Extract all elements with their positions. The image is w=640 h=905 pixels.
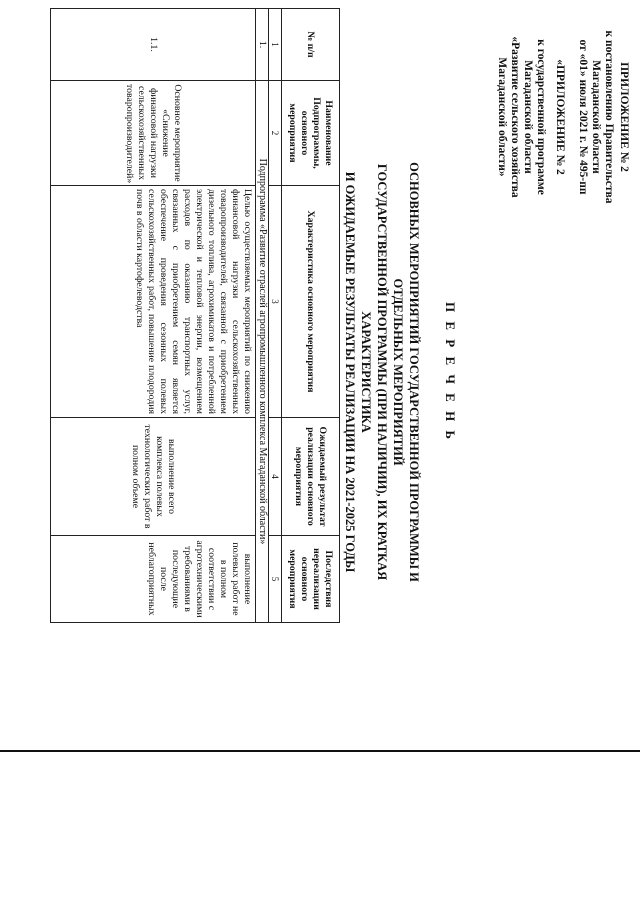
section-row <box>256 9 269 623</box>
title-line: ГОСУДАРСТВЕННОЙ ПРОГРАММЫ (ПРИ НАЛИЧИИ), ИХ КРАТКАЯ ХАРАКТЕРИСТИКА <box>359 163 389 581</box>
column-number: 1 <box>269 9 282 81</box>
column-number: 2 <box>269 81 282 186</box>
column-number: 4 <box>269 418 282 536</box>
rotated-page <box>124 2 640 732</box>
title-line: И ОЖИДАЕМЫЕ РЕЗУЛЬТАТЫ РЕАЛИЗАЦИИ НА 2021-2025 ГОДЫ <box>343 171 357 573</box>
table-row <box>51 9 256 623</box>
appendix-ref-line: Магаданской области» <box>496 57 508 177</box>
page-divider-line <box>0 750 640 752</box>
appendix-title: ПРИЛОЖЕНИЕ № 2 <box>618 62 630 172</box>
section-title: Подпрограмма «Развитие отраслей агропромышленного комплекса Магаданской области» <box>256 81 269 623</box>
column-number: 5 <box>269 536 282 623</box>
header-name: Наименование Подпрограммы, основного мероприятия <box>282 81 340 186</box>
appendix-ref-line: к постановлению Правительства <box>603 30 615 204</box>
header-characteristic: Характеристика основного мероприятия <box>282 186 340 418</box>
appendix-ref-line: Магаданской области <box>590 60 602 174</box>
measures-table <box>50 8 340 623</box>
title-line: ОСНОВНЫХ МЕРОПРИЯТИЙ ГОСУДАРСТВЕННОЙ ПРОГРАММЫ И ОТДЕЛЬНЫХ МЕРОПРИЯТИЙ <box>391 162 421 582</box>
appendix-date: от «01» июля 2021 г. № 495-пп <box>577 39 589 195</box>
column-number: 3 <box>269 186 282 418</box>
appendix-ref-line: к государственной программе <box>535 39 547 195</box>
section-num: 1. <box>256 9 269 81</box>
column-number-row <box>269 9 282 623</box>
appendix-ref-line: «Развитие сельского хозяйства <box>509 36 521 198</box>
appendix-ref-line: Магаданской области <box>522 60 534 174</box>
row-name: Основное мероприятие «Снижение финансовой нагрузки сельскохозяйственных товаропроизводителей» <box>51 81 256 186</box>
appendix-header <box>480 22 630 212</box>
header-consequences: Последствия нереализации основного мероприятия <box>282 536 340 623</box>
row-characteristic: Целью осуществляемых мероприятий по снижению финансовой нагрузки сельскохозяйственных товаропроизводителей, связанной с приобретением дизельного топлива, агрохимикатов и потребленной электрической и тепловой энергии, возмещением расходов по оказанию транспортных услуг, связанных с приобретением семян является обеспечение проведения сезонных полевых сельскохозяйственных работ, повышение плодородия почв в области картофелеводства <box>51 186 256 418</box>
perechen-heading: П Е Р Е Ч Е Н Ь <box>443 301 458 443</box>
appendix-subtitle: «ПРИЛОЖЕНИЕ № 2 <box>554 59 566 175</box>
row-consequences: выполнение полевых работ не в полном соответствии с агротехническими требованиями в последующие после неблагоприятных <box>51 536 256 623</box>
row-num: 1.1. <box>51 9 256 81</box>
table-header-row <box>282 9 340 623</box>
row-expected: выполнение всего комплекса полевых технологических работ в полном объеме <box>51 418 256 536</box>
header-expected: Ожидаемый результат реализации основного мероприятия <box>282 418 340 536</box>
header-num: № п/п <box>282 9 340 81</box>
